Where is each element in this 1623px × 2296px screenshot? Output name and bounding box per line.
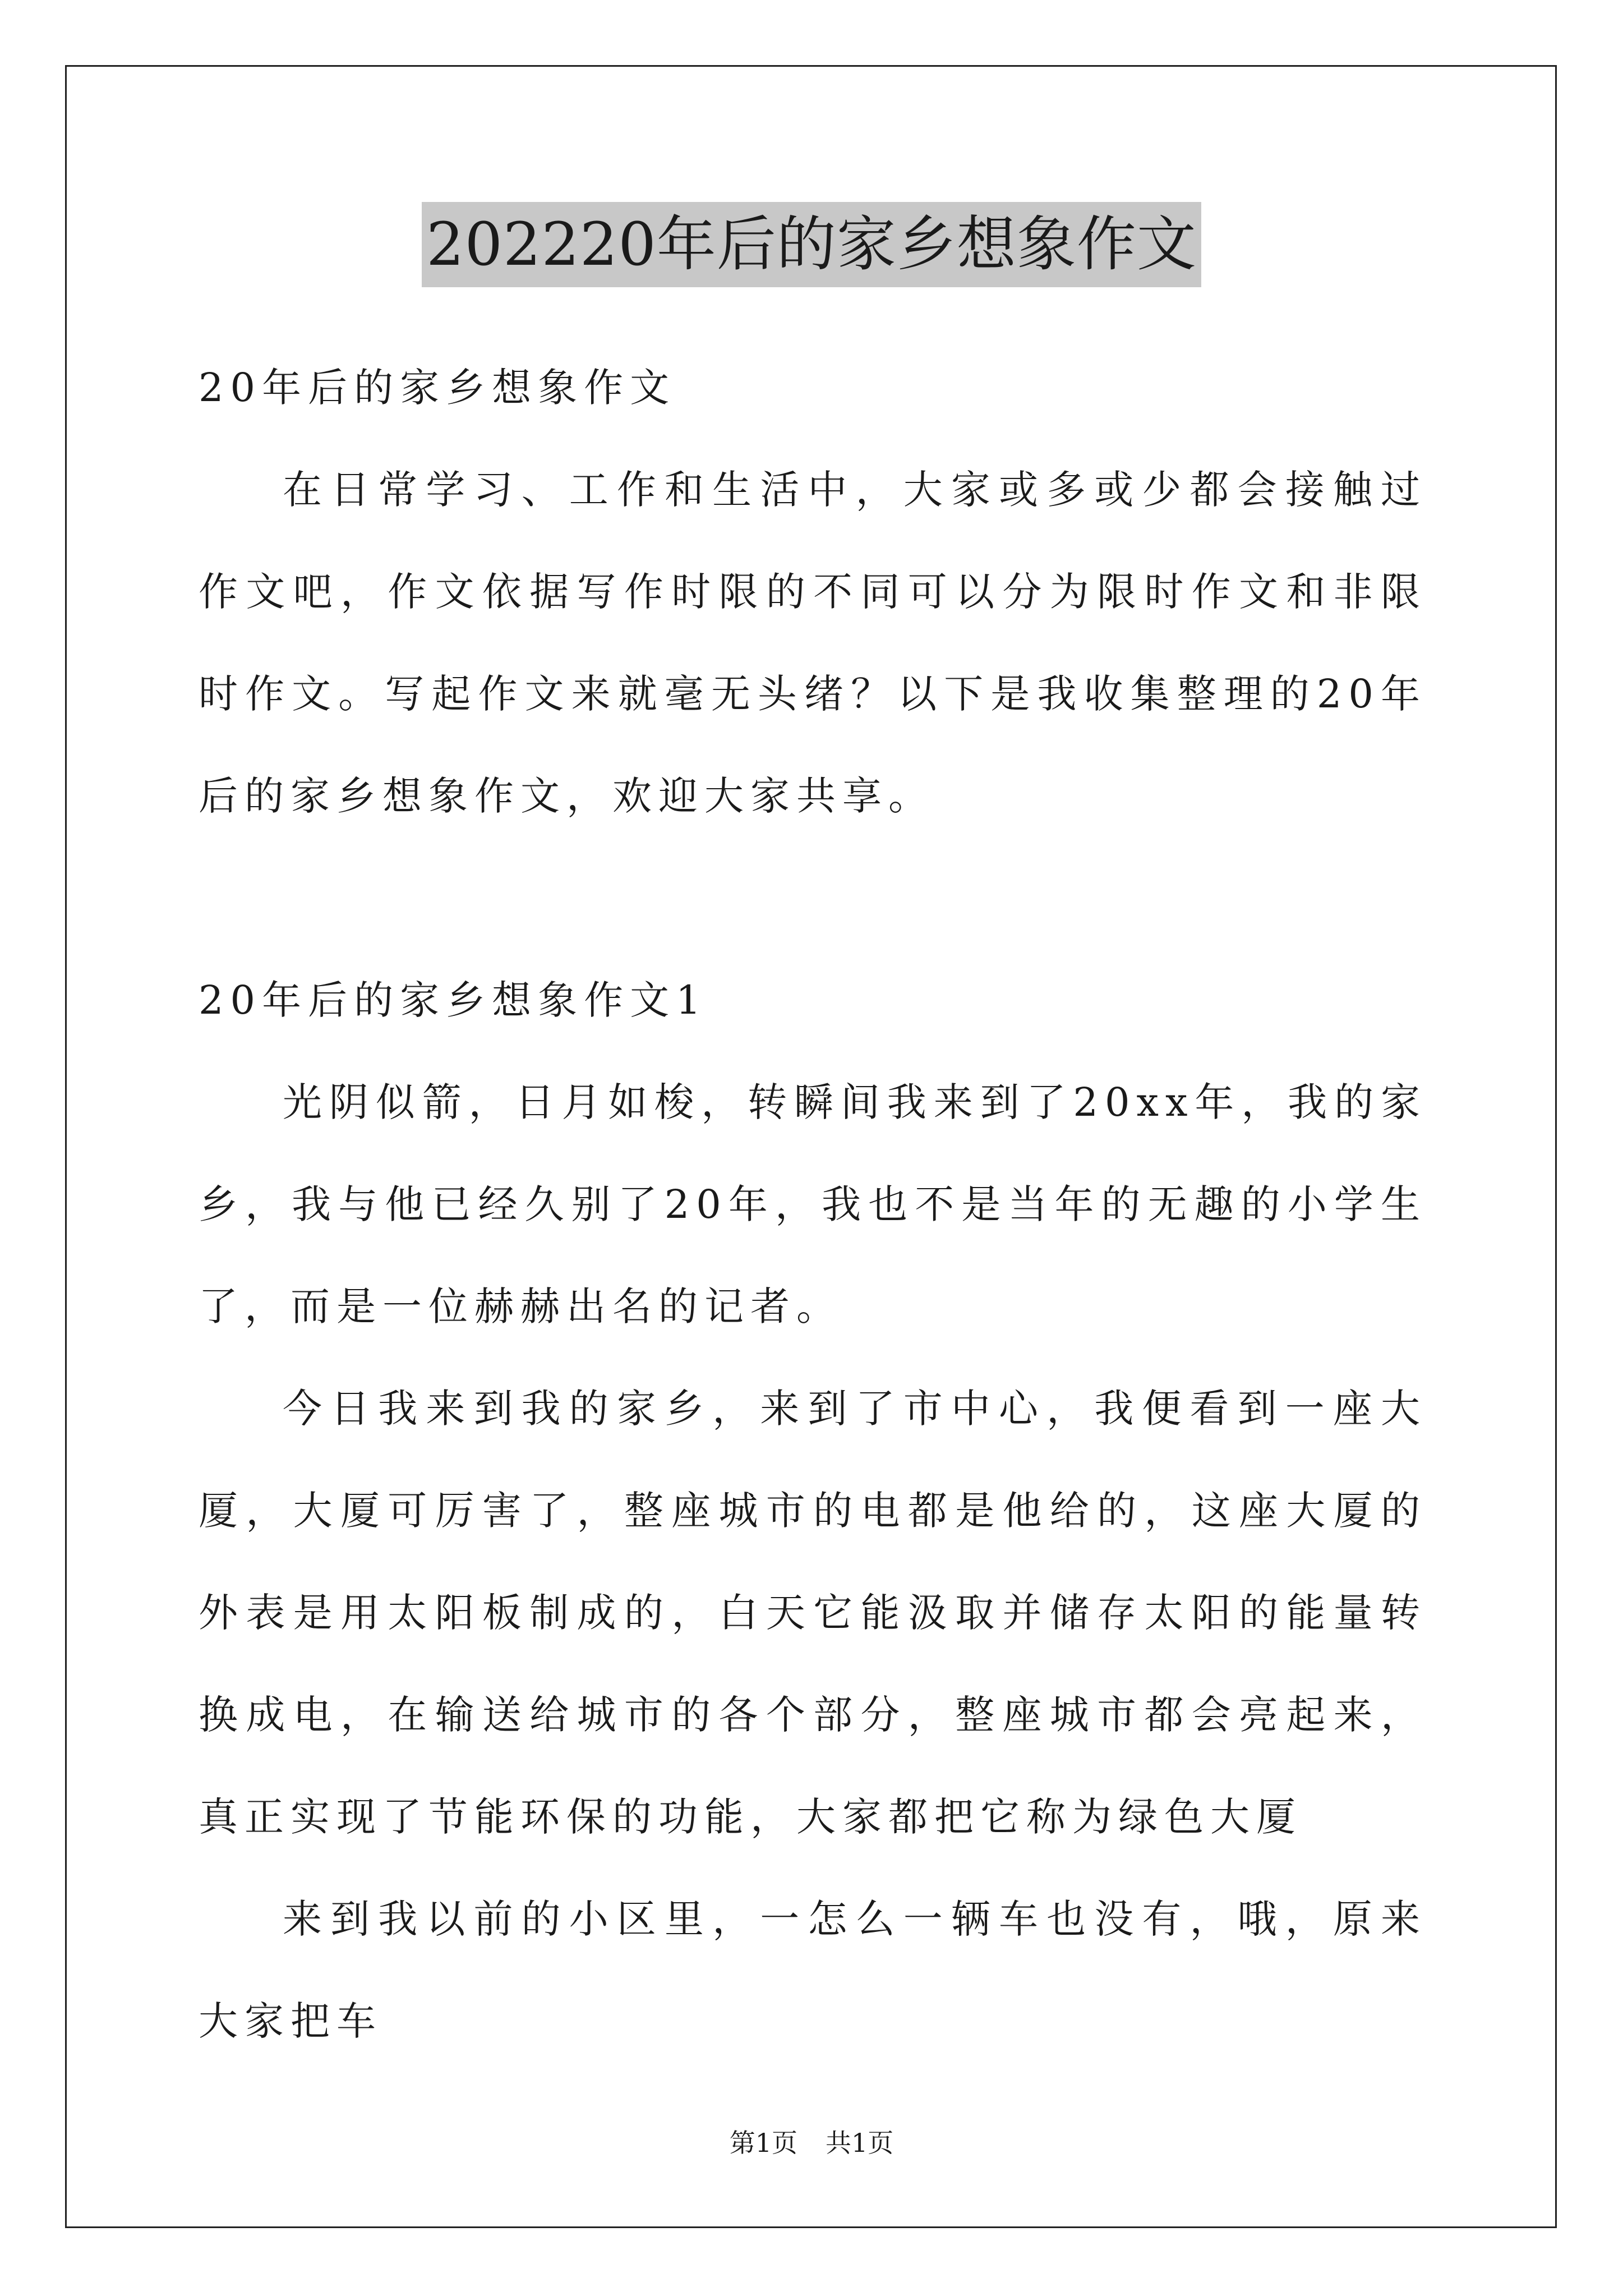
title-container (0, 202, 1623, 287)
intro-paragraph: 在日常学习、工作和生活中，大家或多或少都会接触过作文吧，作文依据写作时限的不同可以分为限时作文和非限时作文。写起作文来就毫无头绪？以下是我收集整理的20年后的家乡想象作文，欢迎大家共享。 (199, 467, 1427, 819)
page-total: 共1页 (826, 2128, 894, 2158)
paragraph-gap (199, 847, 1427, 949)
essay-1-paragraph-1: 光阴似箭，日月如梭，转瞬间我来到了20xx年，我的家乡，我与他已经久别了20年，我也不是当年的无趣的小学生了，而是一位赫赫出名的记者。 (199, 1079, 1427, 1329)
page-footer (0, 2126, 1623, 2160)
subtitle-heading: 20年后的家乡想象作文 (199, 365, 676, 411)
essay-1-paragraph-3: 来到我以前的小区里，一怎么一辆车也没有，哦，原来大家把车 (199, 1896, 1427, 2044)
page-number: 第1页 (729, 2128, 797, 2158)
essay-1-heading: 20年后的家乡想象作文1 (199, 977, 708, 1023)
document-title: 202220年后的家乡想象作文 (422, 202, 1201, 287)
document-body (199, 337, 1427, 2072)
essay-1-paragraph-2: 今日我来到我的家乡，来到了市中心，我便看到一座大厦，大厦可厉害了，整座城市的电都是他给的，这座大厦的外表是用太阳板制成的，白天它能汲取并储存太阳的能量转换成电，在输送给城市的各个部分，整座城市都会亮起来，真正实现了节能环保的功能，大家都把它称为绿色大厦 (199, 1386, 1427, 1840)
